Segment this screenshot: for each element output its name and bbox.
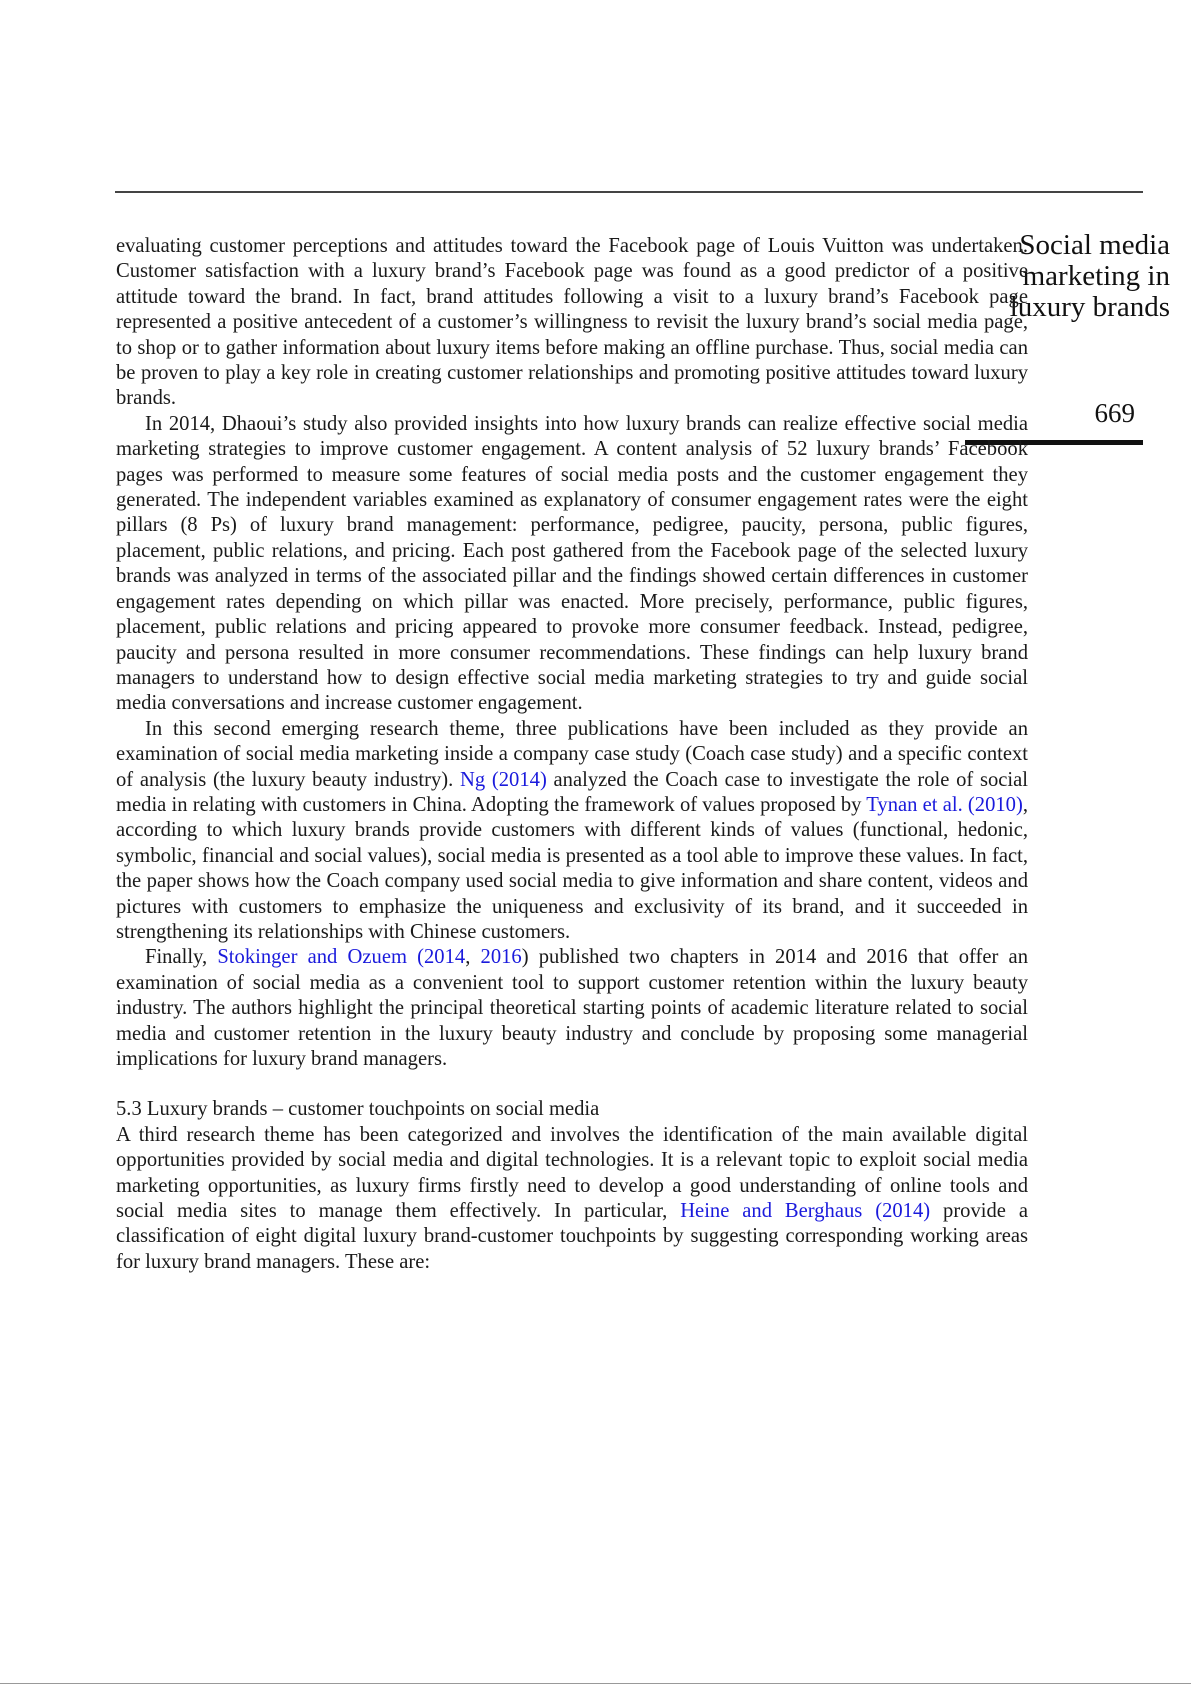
- paragraph-3: [116, 717, 1028, 946]
- paragraph-text: provide a classification of eight digital luxury brand-customer touchpoints by suggesting corresponding working areas for luxury brand managers. These are:: [116, 1200, 1028, 1273]
- paragraph-text: analyzed the Coach case to investigate the role of social media in relating with customers in China. Adopting the framework of values proposed by: [116, 768, 1028, 816]
- header-rule: [115, 191, 1143, 193]
- paragraph-1: evaluating customer perceptions and attitudes toward the Facebook page of Louis Vuitton was undertaken. Customer satisfaction with a luxury brand’s Facebook page was found as a good predictor of a positive attitude toward the brand. In fact, brand attitudes following a visit to a luxury brand’s Facebook page represented a positive antecedent of a customer’s willingness to revisit the luxury brand’s social media page, to shop or to gather information about luxury items before making an offline purchase. Thus, social media can be proven to play a key role in creating customer relationships and promoting positive attitudes toward luxury brands.: [116, 235, 1028, 410]
- paragraph-text: ) published two chapters in 2014 and 2016 that offer an examination of social media as a convenient tool to support customer retention within the luxury beauty industry. The authors highlight the principal theoretical starting points of academic literature related to social media and customer retention in the luxury beauty industry and conclude by proposing some managerial implications for luxury brand managers.: [116, 946, 1028, 1070]
- citation-link-ng-2014[interactable]: Ng (2014): [460, 768, 547, 791]
- paragraph-text: Finally,: [145, 946, 218, 969]
- citation-link-stokinger-2016[interactable]: 2016: [480, 946, 522, 969]
- paragraph-text: ,: [465, 946, 481, 969]
- article-body: [116, 234, 1028, 1275]
- paragraph-5: [116, 1123, 1028, 1275]
- running-title-line: luxury brands: [1009, 291, 1170, 323]
- citation-link-tynan-2010[interactable]: Tynan et al. (2010): [866, 793, 1023, 816]
- section-heading: 5.3 Luxury brands – customer touchpoints on social media: [116, 1098, 600, 1121]
- footer-rule: [0, 1683, 1191, 1684]
- page-number: 669: [1094, 398, 1135, 428]
- citation-link-heine-2014[interactable]: Heine and Berghaus (2014): [680, 1200, 931, 1223]
- running-title-line: marketing in: [1022, 260, 1170, 292]
- paragraph-text: , according to which luxury brands provide customers with different kinds of values (functional, hedonic, symbolic, financial and social values), social media is presented as a tool able to improve these values. In fact, the paper shows how the Coach company used social media to give information and share content, videos and pictures with customers to emphasize the uniqueness and exclusivity of its brand, and it succeeded in strengthening its relationships with Chinese customers.: [116, 793, 1028, 943]
- paragraph-text: A third research theme has been categorized and involves the identification of the main available digital opportunities provided by social media and digital technologies. It is a relevant topic to exploit social media marketing opportunities, as luxury firms firstly need to develop a good understanding of online tools and social media sites to manage them effectively. In particular,: [116, 1123, 1028, 1223]
- running-title-line: Social media: [1019, 229, 1170, 261]
- paragraph-text: In this second emerging research theme, three publications have been included as they provide an examination of social media marketing inside a company case study (Coach case study) and a specific context of analysis (the luxury beauty industry).: [116, 717, 1028, 791]
- citation-link-stokinger-2014[interactable]: Stokinger and Ozuem (2014: [217, 946, 466, 969]
- paragraph-2: In 2014, Dhaoui’s study also provided insights into how luxury brands can realize effective social media marketing strategies to improve customer engagement. A content analysis of 52 luxury brands’ Facebook pages was performed to measure some features of social media posts and the customer engagement they generated. The independent variables examined as explanatory of consumer engagement rates were the eight pillars (8 Ps) of luxury brand management: performance, pedigree, paucity, persona, public figures, placement, public relations, and pricing. Each post gathered from the Facebook page of the selected luxury brands was analyzed in terms of the associated pillar and the findings showed certain differences in customer engagement rates depending on which pillar was enacted. More precisely, performance, public figures, placement, public relations and pricing appeared to provoke more consumer feedback. Instead, pedigree, paucity and persona resulted in more consumer recommendations. These findings can help luxury brand managers to understand how to design effective social media marketing strategies to try and guide social media conversations and increase customer engagement.: [116, 412, 1028, 715]
- paragraph-4: [116, 945, 1028, 1072]
